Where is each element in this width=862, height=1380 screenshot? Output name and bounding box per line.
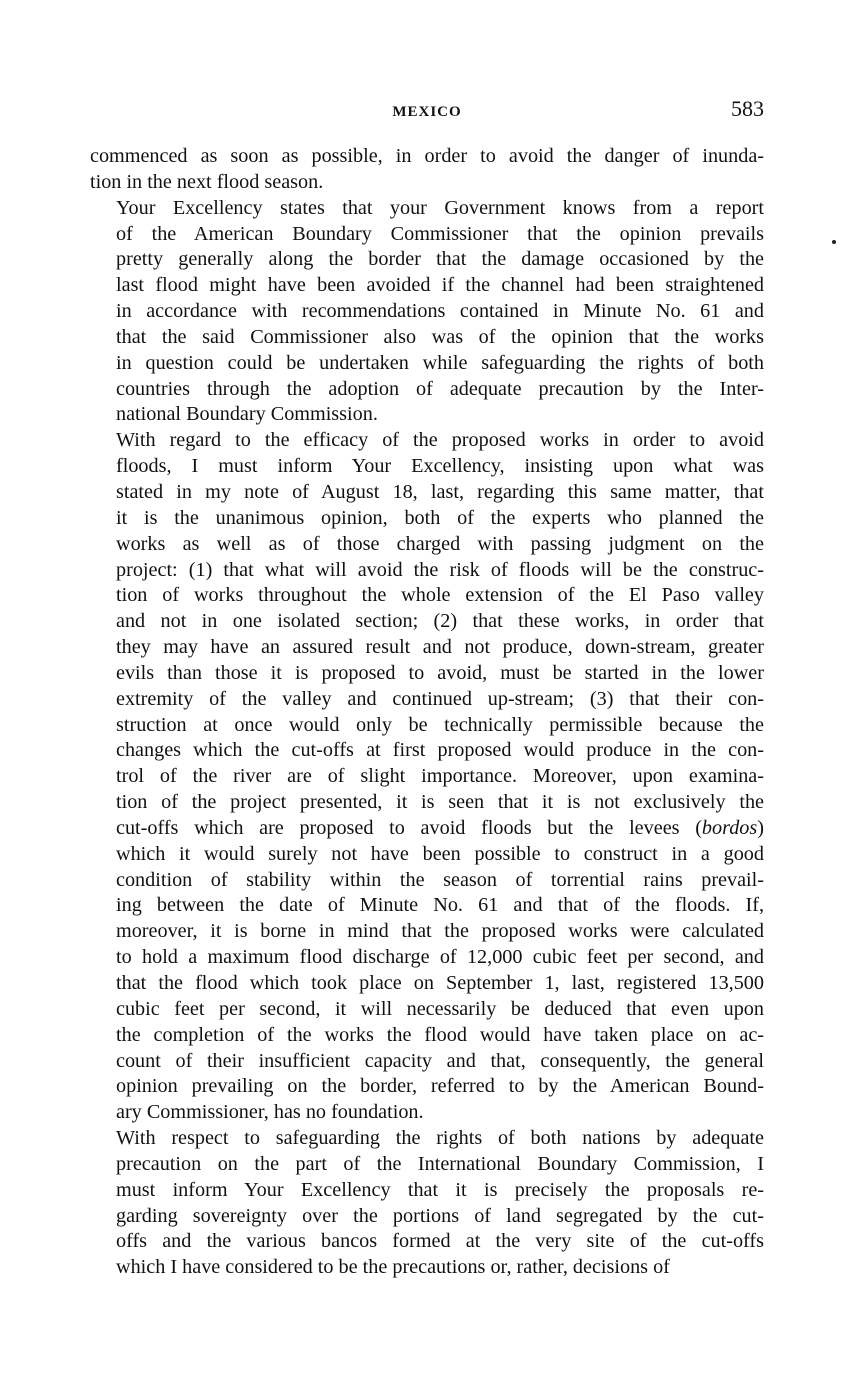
- paragraph: [90, 1126, 764, 1281]
- text-line: garding sovereignty over the portions of land segregated by the cut-: [116, 1204, 764, 1227]
- text-line: tion of works throughout the whole extension of the El Paso valley: [116, 584, 764, 607]
- text-line: evils than those it is proposed to avoid, must be started in the lower: [116, 661, 764, 684]
- text-line: struction at once would only be technically permissible because the: [116, 713, 764, 736]
- italic-term: bordos: [701, 816, 758, 839]
- page-header: [90, 94, 764, 130]
- text-line: trol of the river are of slight importance. Moreover, upon examina-: [116, 765, 764, 788]
- margin-speck: [832, 240, 836, 244]
- text-line: stated in my note of August 18, last, regarding this same matter, that: [116, 480, 764, 503]
- text-line: precaution on the part of the International Boundary Commission, I: [116, 1152, 764, 1175]
- text-line: condition of stability within the season of torrential rains prevail-: [116, 868, 764, 891]
- text-line: they may have an assured result and not produce, down-stream, greater: [116, 636, 764, 659]
- body-text: [90, 144, 764, 1281]
- text-line: cut-offs which are proposed to avoid floods but the levees (bordos): [116, 816, 764, 839]
- text-line: works as well as of those charged with passing judgment on the: [116, 532, 764, 555]
- text-line: in accordance with recommendations contained in Minute No. 61 and: [116, 300, 764, 323]
- paragraph: [90, 428, 764, 1126]
- text-line: countries through the adoption of adequate precaution by the Inter-: [116, 377, 764, 400]
- text-line: national Boundary Commission.: [116, 403, 378, 426]
- text-line: last flood might have been avoided if the channel had been straightened: [116, 274, 764, 297]
- text-line: which I have considered to be the precautions or, rather, decisions of: [116, 1256, 670, 1279]
- text-line: opinion prevailing on the border, referred to by the American Bound-: [116, 1075, 764, 1098]
- text-line: which it would surely not have been possible to construct in a good: [116, 842, 764, 865]
- text-line: pretty generally along the border that the damage occasioned by the: [116, 248, 764, 271]
- text-line: the completion of the works the flood would have taken place on ac-: [116, 1023, 764, 1046]
- text-line: that the said Commissioner also was of the opinion that the works: [116, 325, 764, 348]
- text-line: extremity of the valley and continued up-stream; (3) that their con-: [116, 687, 764, 710]
- text-line: and not in one isolated section; (2) that these works, in order that: [116, 610, 764, 633]
- text-line: to hold a maximum flood discharge of 12,000 cubic feet per second, and: [116, 946, 764, 969]
- text-line: Your Excellency states that your Government knows from a report: [116, 196, 764, 219]
- running-head: MEXICO: [392, 104, 462, 120]
- text-line: ary Commissioner, has no foundation.: [116, 1101, 424, 1124]
- text-line: With regard to the efficacy of the proposed works in order to avoid: [116, 429, 764, 452]
- text-line: tion in the next flood season.: [90, 170, 324, 193]
- text-line: moreover, it is borne in mind that the proposed works were calculated: [116, 920, 764, 943]
- text-line: commenced as soon as possible, in order to avoid the danger of inunda-: [90, 145, 764, 167]
- text-line: it is the unanimous opinion, both of the experts who planned the: [116, 506, 764, 529]
- text-line: of the American Boundary Commissioner that the opinion prevails: [116, 222, 764, 245]
- text-line: in question could be undertaken while safeguarding the rights of both: [116, 351, 764, 374]
- text-line: must inform Your Excellency that it is precisely the proposals re-: [116, 1178, 764, 1201]
- text-line: project: (1) that what will avoid the risk of floods will be the construc-: [116, 558, 764, 581]
- text-line: With respect to safeguarding the rights of both nations by adequate: [116, 1127, 764, 1150]
- paragraph: [90, 196, 764, 429]
- text-line: count of their insufficient capacity and that, consequently, the general: [116, 1049, 764, 1072]
- book-page: [90, 94, 764, 1281]
- text-line: floods, I must inform Your Excellency, insisting upon what was: [116, 455, 764, 478]
- text-line: ing between the date of Minute No. 61 and that of the floods. If,: [116, 894, 764, 917]
- page-number: 583: [731, 96, 764, 121]
- text-line: offs and the various bancos formed at the very site of the cut-offs: [116, 1230, 764, 1253]
- text-line: that the flood which took place on September 1, last, registered 13,500: [116, 972, 764, 994]
- text-line: changes which the cut-offs at first proposed would produce in the con-: [116, 739, 764, 762]
- text-line: tion of the project presented, it is seen that it is not exclusively the: [116, 791, 764, 814]
- paragraph: [90, 144, 764, 196]
- text-line: cubic feet per second, it will necessarily be deduced that even upon: [116, 997, 764, 1020]
